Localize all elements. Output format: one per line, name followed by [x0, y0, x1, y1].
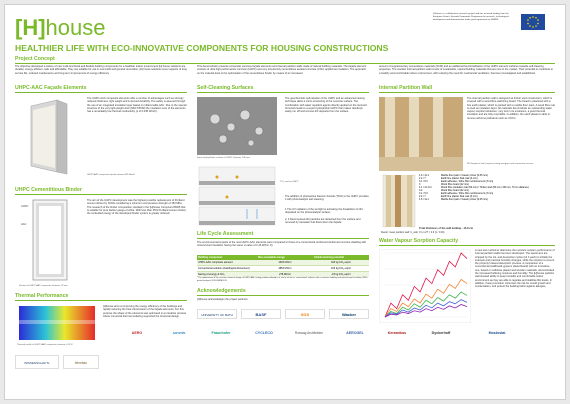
- poster-title: HEALTHIER LIFE WITH ECO-INNOVATIVE COMPONENTS FOR HOUSING CONSTRUCTIONS: [15, 43, 389, 53]
- eu-funding-text: H-House is a collaborative research project and has received funding from the European Union's Seventh Framework Programme for research, technological development and demonstration under grant agreement no 608893.: [433, 13, 509, 21]
- partner-logo: Wacker: [329, 309, 369, 319]
- divider: [197, 92, 369, 93]
- self-cleaning-item-2: 2, 3 Decomposed dirt particles are detached from the surface and removed by rainwater that flows down the façade.: [285, 218, 361, 225]
- layer-name: Wood fibre board (22 mm): [441, 189, 469, 192]
- lca-cell: UHPC-AAC composite element: [198, 261, 233, 264]
- partner-logo: AEROGEL: [346, 331, 364, 335]
- project-concept-heading: Project Concept: [15, 56, 55, 62]
- lca-cell: 1303 MJ/m²: [278, 261, 292, 264]
- layer-name: Wood fibre board (22 mm): [441, 183, 469, 186]
- layer-name: Earth fine plaster final coat (3 mm): [441, 195, 478, 198]
- lca-header-2: Global warming potential: [314, 256, 344, 259]
- thermal-heading: Thermal Performance: [15, 293, 69, 299]
- tio2-diagram: [197, 165, 277, 227]
- logo-word: house: [45, 15, 106, 40]
- partner-logo-strip: [15, 309, 555, 399]
- project-concept-text-right: amount of supplementary cementitious materials (SCM) and an additional functionalization of the UHPC element surfaces towards self-cleaning properties. The wooden internal partition wall consist of sustainable, natural building materials that are new to the market. Their potential to contribute to a healthy and comfortable indoor environment, with reducing the need for mechanical ventilation, has been investigated and established.: [379, 65, 553, 75]
- uhpc-facade-heading: UHPC-AAC Façade Elements: [15, 85, 87, 91]
- list-item: [419, 198, 555, 201]
- lca-footnote: * The optimization of the concrete chemical design of UHPC-AAC ceiling partition allowed to it, and a set for an 'conventional' solution with a concrete cladding and mineral wool insulation (2015-partial analysis) 2019 EMPA 2015: [197, 277, 368, 282]
- eu-flag-icon: [521, 14, 545, 30]
- self-cleaning-heading: Self-Cleaning Surfaces: [197, 85, 254, 91]
- partner-logo: Keramikos: [387, 331, 407, 335]
- lca-cell: -15 kg CO₂ eq/m²: [331, 273, 351, 276]
- sorption-text: A new test method to determine the moisture sorption performance of internal partition walls has been developed. The specimens are stripped by the sol- and desorption cycles (12 h each) in initially the example and practical humidity changes, while the sorption to ensure the property's lateral desorption process. A comparison of a conventional (wallboard-gypsum plasterboard) with an innovative one, based on cellulose plaster and wooden materials, demonstrated the increased buffering moisture and humidity. The [H]house partition wall showed ability to keep humidity and comfortable indoor environment as they are able to regulate and stabilise RH levels. In addition, these promotion minimises the risk for mould growth and condensation, and protect the building fabric against allergies.: [475, 249, 555, 289]
- lca-cell: Conventional solution (cladding/reinforcement): [198, 267, 250, 270]
- logo-bracket-h: [H]: [15, 15, 46, 40]
- layer-name: Marble flour paint / Casein primer (0.05 mm): [441, 174, 488, 177]
- divider: [15, 194, 187, 195]
- partner-logo: WISSENSCHAFTL: [15, 355, 59, 369]
- uhpc-facade-text: The UHPC-AAC composite elements offer a number of advantages such as strongly reduced thickness, light weight and improved durability. The safety is assured through the use of an integrated insulation layer based on inflammable AAC. Due to the special structure of the very light-weight AAC (MULTIPOR) the insulation core of the elements has a remarkably low thermal conductivity (λ of 0.045 W/mK).: [87, 97, 187, 114]
- layer-number: 1.6 / 11.1: [419, 174, 429, 177]
- layer-number: 2.2 / 7: [419, 177, 426, 180]
- layer-number: 2.2 / 7: [419, 195, 426, 198]
- self-cleaning-item-1: 1 The UV radiation of the sunlight is activating the breakdown of dirt deposited on the photocatalytic surface;: [285, 208, 363, 215]
- lca-text: The environmental impacts of the new UHPC-AAC elements were compared to those of a conventional reinforced reinforced concrete cladding with mineral wool insulation having the same U-value of 0.15 W/(m²·K).: [197, 241, 367, 248]
- divider: [197, 295, 369, 296]
- lca-header-1: Non-renewable energy: [258, 256, 285, 259]
- divider: [379, 245, 555, 246]
- self-cleaning-text-2: The addition of photoactive titanium dioxide (TiO2) to the UHPC provides it with photocatalytic self-cleaning:: [285, 195, 369, 202]
- logo: [15, 15, 125, 41]
- layer-number: 1.6 / 11.1: [419, 198, 429, 201]
- wall-layer-list: [419, 174, 555, 201]
- partner-logo: UNIVERSITY OF BATH: [197, 309, 237, 319]
- partner-logo: SGS: [285, 309, 325, 319]
- partner-logo: Dyckerhoff: [431, 331, 451, 335]
- total-thickness-text: Total thickness of the wall buildup - 13.8 cm: [419, 227, 473, 230]
- acknowledgements-heading: Acknowledgements: [197, 288, 246, 294]
- binder-heading: UHPC Cementitious Binder: [15, 187, 82, 193]
- partition-text: The internal partition wall is designed as timber stud construction, which is covered with a wood fibre wall lining board. The board is plastered with a fine earth plaster, which is painted with a marble flour paint. A wood fibre mat is used as insulation layer. All materials demonstrate an outstanding water vapour sorption behaviour; very low in its emissions, a good thermal insulation and are fully recyclable. In addition, the earth plaster is able to remove airborne pollutants such as VOC's.: [467, 97, 555, 120]
- divider: [197, 238, 369, 239]
- partner-logo: CYCLECO: [255, 331, 273, 335]
- sorption-heading: Water Vapour Sorption Capacity: [379, 238, 459, 244]
- divider: [15, 63, 555, 64]
- layer-name: Earth adhesive / Fibre fibre reinforcement (3 mm): [441, 192, 494, 195]
- tio2-caption: TiO₂ and on UHPC: [280, 181, 299, 183]
- u-value-text: Result: mean partition wall: U_wall, f,C,m,ZT = 0.9 (1 / 0.49): [381, 231, 445, 234]
- layer-number: 4.1 / 4.1.6.2: [419, 186, 432, 189]
- lca-cell: 103 kg CO₂ eq/m²: [330, 267, 351, 270]
- layer-number: 3.1 / 5.3: [419, 180, 428, 183]
- layer-number: 3: [419, 183, 421, 186]
- layer-name: Earth adhesive / Fibre fibre reinforcement (3 mm): [441, 180, 494, 183]
- wall-section-drawing: [381, 173, 417, 229]
- divider: [379, 92, 555, 93]
- partner-logo: Mostostal: [488, 331, 506, 335]
- project-concept-text-mid: This demonstrator presents composite concrete façade elements and internal partition walls made of natural building materials. The façade element consists of ultra high-performance concrete (UHPC) and very low-density cementitious aerated concrete (CAC) applied as insulation. The approach on the material level is the optimisation of the cementitious binder by means of an increased: [197, 65, 367, 75]
- thermal-caption: Thermal profile of UHPC-AAC composite element, Δ 10 K: [17, 344, 73, 346]
- partner-logo: lehmbau: [63, 355, 99, 369]
- binder-text: The aim of the UHPC development was the highest possible replacement of Portland cement clinker by SCMs considering a minimum compressive strength of 150 MPa. The research of the binder composition resulted in the [H]house Compound B945 that is suitable for pure backer gauge of white. With less than 35% Portland cement clinker, the embodied energy of the developed binder system is greatly reduced.: [87, 199, 187, 216]
- lca-table: [197, 255, 369, 277]
- label-uhpc: UHPC: [21, 205, 29, 208]
- partner-logo: sarantis: [172, 331, 186, 335]
- lca-cell: 278 MJ/m²: [279, 273, 291, 276]
- uhpc-facade-caption: UHPC-AAC composite façade element 3D Model: [87, 174, 135, 176]
- layer-name: Wood fibre insulation mat (60 mm) / Timber stud (60 mm x 80 mm, 70 cm distance): [441, 186, 529, 189]
- lca-cell: Saving of energy & CO₂: [198, 273, 225, 276]
- self-cleaning-text-1: The geochemistic optimisation of the UHPC and an advanced casting technique allow a micro-structuring of the concrete surface. The combination with water repellent agents directly applied on the textured formwork leads to a super hydrophobic UHPC that makes raindrops easily run off and remove dirt deposits from the surface.: [285, 97, 367, 114]
- divider: [15, 92, 187, 93]
- layer-name: Earth fine plaster final coat (3 mm): [441, 177, 478, 180]
- binder-section-image: [19, 198, 83, 282]
- divider: [15, 300, 187, 301]
- partner-logo: Roswag Architekten: [294, 331, 324, 335]
- layer-number: 3.1 / 5.3: [419, 192, 428, 195]
- label-aac: AAC: [21, 223, 27, 226]
- lca-heading: Life Cycle Assessment: [197, 231, 254, 237]
- poster: [4, 4, 566, 400]
- lca-header-0: Building component: [198, 256, 223, 259]
- binder-caption: Section of UHPC-AAC composite element, 10 mm: [19, 285, 68, 287]
- partner-logo: AERO: [131, 331, 143, 335]
- thermal-text: [H]house aims at improving the energy efficiency of the buildings and rapidly reducing the heat transmission of the façade elements. For this purpose the shape of the elements was optimised in an iterative process where numerical thermal modeling supported the structural design.: [103, 305, 187, 318]
- partition-wall-image: [379, 97, 463, 171]
- acknowledgements-text: [H]house acknowledges the project partners:: [197, 298, 249, 301]
- partition-caption: 3D Sample of wall sorption testing and gaps and connection reasons: [467, 163, 534, 165]
- hydrophobic-surface-image: [197, 97, 277, 155]
- lca-cell: 1853 MJ/m²: [278, 267, 292, 270]
- lca-cell: 118 kg CO₂ eq/m²: [331, 261, 351, 264]
- facade-element-3d-image: [17, 96, 81, 176]
- project-concept-text-left: The objective developed a variety of new multi-functional and flexible building components for a healthier indoor environment [H] house solutions are durable, energy-efficient, safe and affordable. They are suitable for use in new build and general renovation, [H] house solutions cover aspects of long service life, reduced maintenance and long-term improvement of energy efficiency.: [15, 65, 187, 75]
- layer-number: 3.2: [419, 189, 423, 192]
- layer-name: Marble flour paint / Casein primer (0.05 mm): [441, 198, 488, 201]
- partner-logo: BASF: [241, 309, 281, 319]
- partner-logo: Fraunhofer: [211, 331, 231, 335]
- partition-heading: Internal Partition Wall: [379, 85, 433, 91]
- hydrophobic-caption: Super hydrophobic surface of UHPC element, 100 mm: [197, 157, 250, 159]
